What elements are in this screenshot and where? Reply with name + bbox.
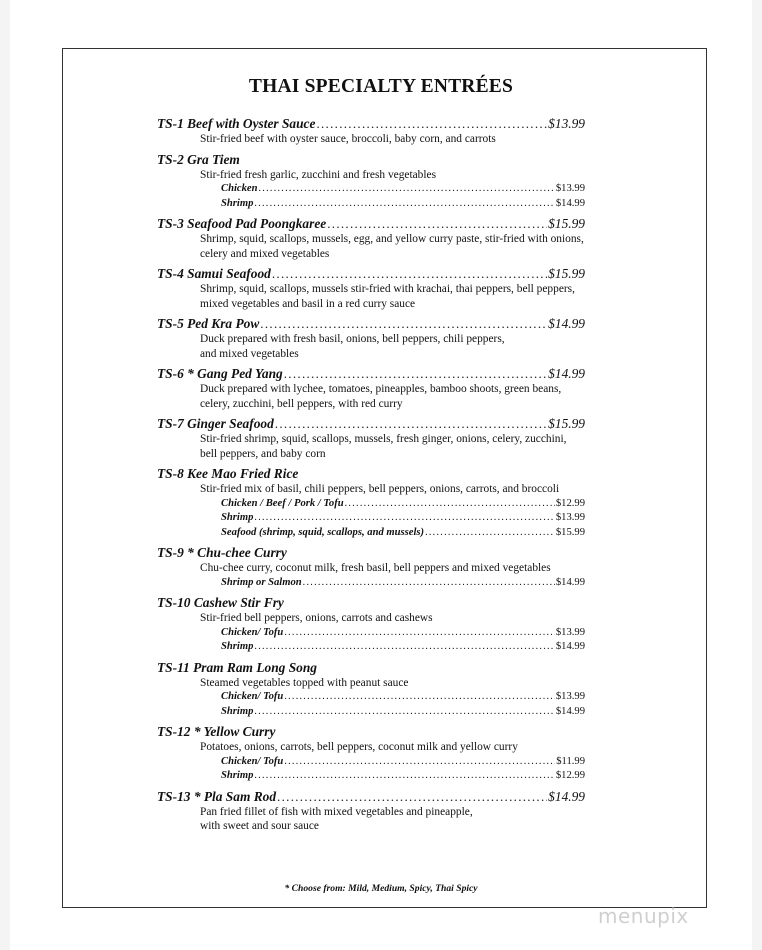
menu-item-description: Shrimp, squid, scallops, mussels stir-fried with krachai, thai peppers, bell peppers, (200, 283, 575, 295)
menu-item-description: Stir-fried beef with oyster sauce, broccoli, baby corn, and carrots (200, 133, 496, 145)
menu-item (157, 216, 585, 261)
menu-item-name: TS-7 Ginger Seafood (157, 416, 274, 431)
menu-option-price: $14.99 (555, 641, 585, 652)
menu-item-header (157, 660, 585, 676)
menu-item-name: TS-2 Gra Tiem (157, 151, 240, 167)
menu-item-name: TS-8 Kee Mao Fried Rice (157, 466, 299, 481)
menu-item-description: celery, zucchini, bell peppers, with red curry (200, 397, 403, 410)
menu-option-row (157, 182, 585, 197)
menu-item (157, 416, 585, 461)
menu-item (157, 660, 585, 720)
menu-item-description: Steamed vegetables topped with peanut sauce (200, 676, 409, 689)
dot-leader (272, 266, 547, 282)
menu-option-name: Shrimp (221, 641, 254, 652)
menu-item-header (157, 724, 585, 740)
menu-item-description: mixed vegetables and basil in a red curry sauce (200, 297, 416, 310)
menu-item-price: $14.99 (548, 788, 585, 804)
menu-item-name: TS-6 * Gang Ped Yang (157, 366, 283, 381)
dot-leader (284, 755, 555, 770)
menu-item-description: Chu-chee curry, coconut milk, fresh basil, bell peppers and mixed vegetables (200, 562, 551, 574)
menu-item-header (157, 545, 585, 561)
menu-item-description: Stir-fried bell peppers, onions, carrots and cashews (200, 612, 433, 624)
menu-item-name: TS-13 * Pla Sam Rod (157, 788, 277, 804)
menu-option-row (157, 511, 585, 526)
menu-list (157, 116, 585, 839)
menu-option-price: $14.99 (555, 705, 585, 717)
menu-option-row (157, 690, 585, 705)
dot-leader (425, 526, 555, 541)
menu-option-name: Chicken (221, 183, 258, 194)
menu-option-row (157, 626, 585, 641)
menu-option-row (157, 705, 585, 720)
menu-option-price: $13.99 (555, 626, 585, 638)
menu-item-description: and mixed vegetables (200, 347, 299, 360)
menu-item-header (157, 789, 585, 805)
menu-item-header (157, 216, 585, 232)
menu-option-name: Shrimp (221, 770, 254, 781)
dot-leader (327, 216, 547, 232)
dot-leader (275, 416, 547, 432)
menu-option-price: $15.99 (555, 526, 585, 538)
menu-page (10, 0, 752, 950)
menu-item (157, 366, 585, 411)
spice-footnote: * Choose from: Mild, Medium, Spicy, Thai Spicy (284, 883, 478, 894)
menu-item-name: TS-3 Seafood Pad Poongkaree (157, 216, 327, 231)
menu-item-description: with sweet and sour sauce (200, 820, 319, 832)
menu-option-name: Shrimp (221, 705, 254, 717)
menu-option-name: Chicken/ Tofu (221, 626, 284, 638)
menu-item-name: TS-12 * Yellow Curry (157, 724, 276, 739)
menu-item-price: $15.99 (548, 266, 585, 281)
menu-item-price: $15.99 (548, 416, 585, 431)
menu-item-name: TS-9 * Chu-chee Curry (157, 545, 287, 560)
menu-option-price: $13.99 (555, 512, 585, 523)
menu-item-description: Stir-fried mix of basil, chili peppers, bell peppers, onions, carrots, and broccoli (200, 483, 560, 495)
menu-item-description: Shrimp, squid, scallops, mussels, egg, and yellow curry paste, stir-fried with onions, (200, 233, 584, 245)
dot-leader (260, 316, 547, 332)
dot-leader (254, 640, 554, 655)
menu-item-header (157, 366, 585, 382)
menu-item-description: Pan fried fillet of fish with mixed vegetables and pineapple, (200, 805, 473, 818)
menu-item (157, 595, 585, 655)
page-title: THAI SPECIALTY ENTRÉES (248, 76, 514, 97)
menu-item (157, 116, 585, 147)
menu-item-price: $14.99 (548, 366, 585, 381)
menu-item-header (157, 152, 585, 168)
menu-item-price: $15.99 (548, 216, 585, 231)
menu-item-header (157, 416, 585, 432)
menu-item-header (157, 466, 585, 482)
menu-item-name: TS-10 Cashew Stir Fry (157, 595, 284, 610)
menu-item (157, 545, 585, 590)
menu-item-name: TS-5 Ped Kra Pow (157, 316, 260, 331)
menu-item (157, 266, 585, 311)
menu-option-name: Shrimp (221, 512, 254, 523)
menu-option-row (157, 769, 585, 784)
dot-leader (277, 789, 547, 805)
menupix-watermark: menupix (598, 904, 689, 928)
menu-item (157, 316, 585, 361)
menu-item (157, 789, 585, 834)
menu-item-description: bell peppers, and baby corn (200, 447, 326, 460)
dot-leader (284, 690, 555, 705)
menu-item-price: $14.99 (548, 316, 585, 331)
menu-item-description: Stir-fried fresh garlic, zucchini and fresh vegetables (200, 168, 437, 181)
dot-leader (254, 705, 554, 720)
menu-item-description: Duck prepared with lychee, tomatoes, pineapples, bamboo shoots, green beans, (200, 383, 562, 395)
menu-option-price: $11.99 (556, 755, 585, 767)
menu-option-price: $12.99 (555, 770, 585, 781)
menu-option-price: $13.99 (555, 691, 585, 702)
menu-option-row (157, 576, 585, 591)
menu-option-price: $12.99 (555, 497, 585, 509)
menu-item-description: Potatoes, onions, carrots, bell peppers, coconut milk and yellow curry (200, 741, 518, 753)
dot-leader (254, 511, 554, 526)
menu-item-name: TS-1 Beef with Oyster Sauce (157, 116, 316, 131)
menu-option-name: Chicken/ Tofu (221, 755, 284, 767)
menu-option-name: Shrimp (221, 197, 254, 209)
menu-item-description: celery and mixed vegetables (200, 247, 330, 260)
menu-option-row (157, 526, 585, 541)
dot-leader (284, 626, 555, 641)
menu-item (157, 724, 585, 784)
dot-leader (284, 366, 547, 382)
menu-item-header (157, 595, 585, 611)
menu-item-description: Stir-fried shrimp, squid, scallops, mussels, fresh ginger, onions, celery, zucchini, (200, 433, 567, 445)
menu-option-row (157, 197, 585, 212)
menu-item-header (157, 316, 585, 332)
menu-item-header (157, 116, 585, 132)
menu-option-price: $13.99 (555, 183, 585, 194)
menu-option-price: $14.99 (555, 576, 585, 588)
menu-option-row (157, 497, 585, 512)
menu-option-price: $14.99 (555, 197, 585, 209)
menu-option-name: Chicken / Beef / Pork / Tofu (221, 497, 344, 509)
menu-option-name: Shrimp or Salmon (221, 576, 302, 588)
menu-item-price: $13.99 (548, 116, 585, 131)
dot-leader (345, 497, 555, 512)
dot-leader (254, 769, 554, 784)
menu-option-name: Seafood (shrimp, squid, scallops, and mussels) (221, 526, 425, 538)
menu-item-name: TS-11 Pram Ram Long Song (157, 659, 317, 675)
menu-option-row (157, 640, 585, 655)
dot-leader (303, 576, 555, 591)
menu-item-header (157, 266, 585, 282)
menu-item (157, 152, 585, 212)
menu-option-name: Chicken/ Tofu (221, 691, 284, 702)
menu-item-name: TS-4 Samui Seafood (157, 266, 271, 281)
menu-item (157, 466, 585, 540)
dot-leader (259, 182, 555, 197)
dot-leader (316, 116, 547, 132)
menu-option-row (157, 755, 585, 770)
dot-leader (254, 197, 554, 212)
menu-item-description: Duck prepared with fresh basil, onions, bell peppers, chili peppers, (200, 333, 505, 345)
